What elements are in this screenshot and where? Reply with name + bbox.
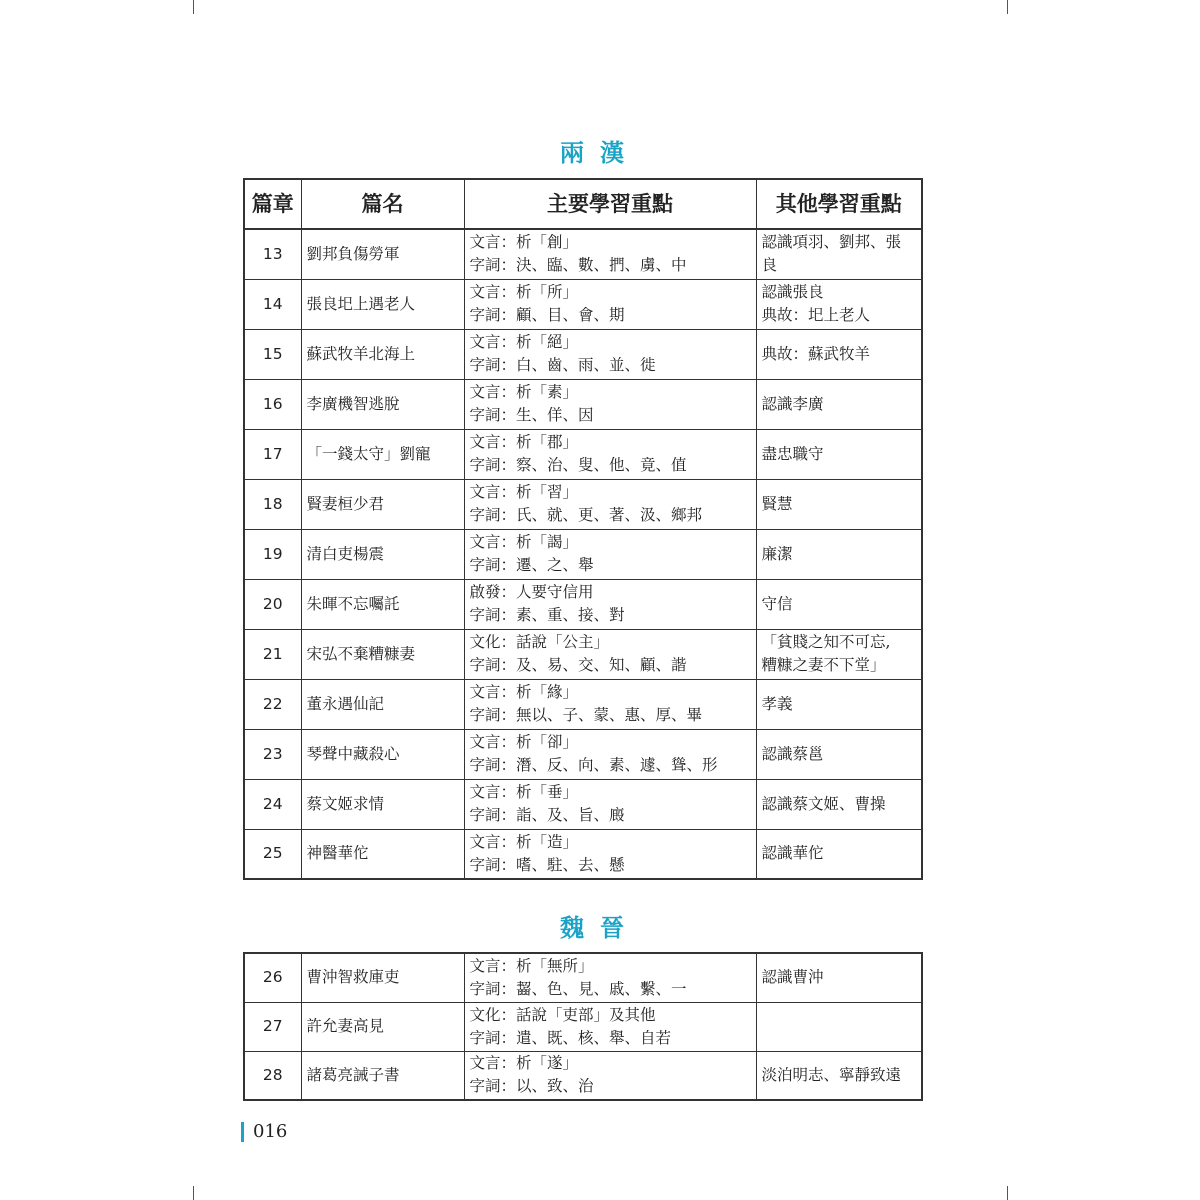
main-focus-line: 文言：析「遂」: [469, 1054, 579, 1073]
main-focus-line: 文言：析「所」: [469, 283, 579, 301]
chapter-number: 21: [244, 629, 301, 679]
main-focus-cell: [464, 729, 756, 779]
other-focus-line: 認識華佗: [761, 844, 824, 863]
other-focus-line: 認識蔡文姬、曹操: [761, 794, 886, 813]
lesson-title: 劉邦負傷勞軍: [301, 229, 464, 279]
main-focus-line: 啟發：人要守信用: [469, 583, 594, 601]
chapter-number: 24: [244, 779, 301, 829]
crop-mark: [193, 1186, 194, 1200]
other-focus-line: 認識蔡邕: [761, 744, 824, 763]
table-row: [244, 779, 922, 829]
main-focus-line: 文言：析「緣」: [469, 683, 579, 701]
table-row: [244, 479, 922, 529]
other-focus-line: 糟糠之妻不下堂」: [761, 656, 886, 674]
main-focus-line: 文言：析「無所」: [469, 956, 594, 975]
lesson-title: 賢妻桓少君: [301, 479, 464, 529]
chapter-number: 18: [244, 479, 301, 529]
other-focus-line: 典故：蘇武牧羊: [761, 344, 871, 363]
other-focus-cell: [756, 779, 922, 829]
main-focus-cell: [464, 779, 756, 829]
main-focus-line: 文化：話說「公主」: [469, 633, 610, 651]
other-focus-line: 賢慧: [761, 494, 793, 513]
table-row: [244, 229, 922, 279]
table-row: [244, 953, 922, 1002]
chapter-number: 13: [244, 229, 301, 279]
other-focus-line: 認識張良: [761, 283, 824, 301]
main-focus-cell: [464, 479, 756, 529]
chapter-number: 28: [244, 1051, 301, 1100]
main-focus-line: 字詞：察、治、叟、他、竟、值: [469, 456, 687, 474]
other-focus-cell: [756, 579, 922, 629]
chapter-number: 22: [244, 679, 301, 729]
other-focus-line: 「貧賤之知不可忘,: [761, 633, 891, 651]
lesson-title: 琴聲中藏殺心: [301, 729, 464, 779]
other-focus-line: 認識曹沖: [761, 968, 824, 987]
main-focus-line: 文言：析「垂」: [469, 783, 579, 801]
lesson-title: 蘇武牧羊北海上: [301, 329, 464, 379]
lesson-title: 董永遇仙記: [301, 679, 464, 729]
other-focus-cell: [756, 329, 922, 379]
other-focus-cell: [756, 953, 922, 1002]
other-focus-cell: [756, 729, 922, 779]
main-focus-cell: [464, 953, 756, 1002]
table-header-row: [244, 179, 922, 229]
other-focus-line: 良: [761, 256, 778, 275]
other-focus-line: 廉潔: [761, 544, 793, 563]
table-row: [244, 679, 922, 729]
main-focus-line: 字詞：遷、之、舉: [469, 556, 594, 574]
table-row: [244, 529, 922, 579]
chapter-number: 27: [244, 1002, 301, 1051]
table-row: [244, 579, 922, 629]
main-focus-line: 字詞：生、佯、因: [469, 406, 594, 424]
chapter-number: 20: [244, 579, 301, 629]
table-row: [244, 829, 922, 879]
main-focus-line: 字詞：無以、子、蒙、惠、厚、畢: [469, 706, 703, 724]
header-main-focus: 主要學習重點: [464, 179, 756, 229]
other-focus-cell: [756, 229, 922, 279]
main-focus-line: 字詞：遣、既、核、舉、自若: [469, 1028, 672, 1047]
other-focus-cell: [756, 279, 922, 329]
main-focus-line: 字詞：白、齒、雨、並、徙: [469, 356, 656, 374]
main-focus-cell: [464, 629, 756, 679]
lesson-title: 曹沖智救庫吏: [301, 953, 464, 1002]
main-focus-line: 字詞：齧、色、見、戚、繫、一: [469, 979, 687, 998]
page-number: 016: [241, 1122, 287, 1142]
crop-mark: [1007, 0, 1008, 14]
other-focus-cell: [756, 1002, 922, 1051]
main-focus-line: 字詞：潛、反、向、素、遽、聳、形: [469, 756, 718, 774]
other-focus-line: 盡忠職守: [761, 444, 824, 463]
chapter-number: 25: [244, 829, 301, 879]
main-focus-cell: [464, 579, 756, 629]
lesson-title: 朱暉不忘囑託: [301, 579, 464, 629]
main-focus-cell: [464, 679, 756, 729]
other-focus-line: 孝義: [761, 694, 793, 713]
table-row: [244, 1051, 922, 1100]
main-focus-cell: [464, 279, 756, 329]
lesson-title: 神醫華佗: [301, 829, 464, 879]
main-focus-line: 字詞：素、重、接、對: [469, 606, 625, 624]
other-focus-line: 守信: [761, 594, 793, 613]
main-focus-cell: [464, 1051, 756, 1100]
main-focus-cell: [464, 529, 756, 579]
other-focus-cell: [756, 829, 922, 879]
chapter-number: 19: [244, 529, 301, 579]
table-row: [244, 729, 922, 779]
header-other-focus: 其他學習重點: [756, 179, 922, 229]
lesson-table-wei-jin: [243, 952, 923, 1101]
lesson-title: 「一錢太守」劉寵: [301, 429, 464, 479]
main-focus-cell: [464, 229, 756, 279]
lesson-title: 諸葛亮誡子書: [301, 1051, 464, 1100]
other-focus-cell: [756, 479, 922, 529]
chapter-number: 15: [244, 329, 301, 379]
main-focus-line: 文言：析「習」: [469, 483, 579, 501]
main-focus-cell: [464, 829, 756, 879]
other-focus-line: 淡泊明志、寧靜致遠: [761, 1065, 902, 1084]
table-row: [244, 1002, 922, 1051]
main-focus-line: 文言：析「造」: [469, 832, 579, 851]
main-focus-line: 字詞：嗜、駐、去、懸: [469, 855, 625, 874]
main-focus-line: 文言：析「素」: [469, 383, 579, 401]
header-title: 篇名: [301, 179, 464, 229]
chapter-number: 16: [244, 379, 301, 429]
chapter-number: 17: [244, 429, 301, 479]
main-focus-line: 文化：話說「吏部」及其他: [469, 1005, 656, 1024]
chapter-number: 14: [244, 279, 301, 329]
main-focus-line: 文言：析「創」: [469, 233, 579, 252]
lesson-table-han: [243, 178, 923, 880]
crop-mark: [193, 0, 194, 14]
other-focus-cell: [756, 679, 922, 729]
lesson-title: 張良圯上遇老人: [301, 279, 464, 329]
table-row: [244, 329, 922, 379]
main-focus-line: 字詞：決、臨、數、捫、虜、中: [469, 256, 687, 275]
section-title-wei-jin: 魏晉: [560, 913, 640, 942]
other-focus-cell: [756, 529, 922, 579]
main-focus-line: 文言：析「絕」: [469, 333, 579, 351]
section-title-han: 兩漢: [560, 138, 640, 167]
other-focus-cell: [756, 379, 922, 429]
chapter-number: 23: [244, 729, 301, 779]
main-focus-line: 字詞：氏、就、更、著、汲、鄉邦: [469, 506, 703, 524]
other-focus-cell: [756, 629, 922, 679]
main-focus-cell: [464, 379, 756, 429]
main-focus-line: 文言：析「謁」: [469, 533, 579, 551]
lesson-title: 李廣機智逃脫: [301, 379, 464, 429]
main-focus-line: 字詞：以、致、治: [469, 1077, 594, 1096]
lesson-title: 許允妻高見: [301, 1002, 464, 1051]
crop-mark: [1007, 1186, 1008, 1200]
table-row: [244, 429, 922, 479]
table-row: [244, 379, 922, 429]
table-row: [244, 279, 922, 329]
main-focus-line: 字詞：顧、目、會、期: [469, 306, 625, 324]
chapter-number: 26: [244, 953, 301, 1002]
other-focus-cell: [756, 1051, 922, 1100]
main-focus-cell: [464, 429, 756, 479]
header-chapter: 篇章: [244, 179, 301, 229]
table-row: [244, 629, 922, 679]
main-focus-line: 字詞：詣、及、旨、廄: [469, 806, 625, 824]
lesson-title: 蔡文姬求情: [301, 779, 464, 829]
other-focus-line: 認識項羽、劉邦、張: [761, 233, 902, 252]
main-focus-line: 文言：析「郡」: [469, 433, 579, 451]
other-focus-cell: [756, 429, 922, 479]
lesson-title: 清白吏楊震: [301, 529, 464, 579]
other-focus-line: 典故：圯上老人: [761, 306, 871, 324]
main-focus-line: 文言：析「卻」: [469, 733, 579, 751]
lesson-title: 宋弘不棄糟糠妻: [301, 629, 464, 679]
main-focus-cell: [464, 329, 756, 379]
other-focus-line: 認識李廣: [761, 394, 824, 413]
main-focus-cell: [464, 1002, 756, 1051]
main-focus-line: 字詞：及、易、交、知、顧、諧: [469, 656, 687, 674]
